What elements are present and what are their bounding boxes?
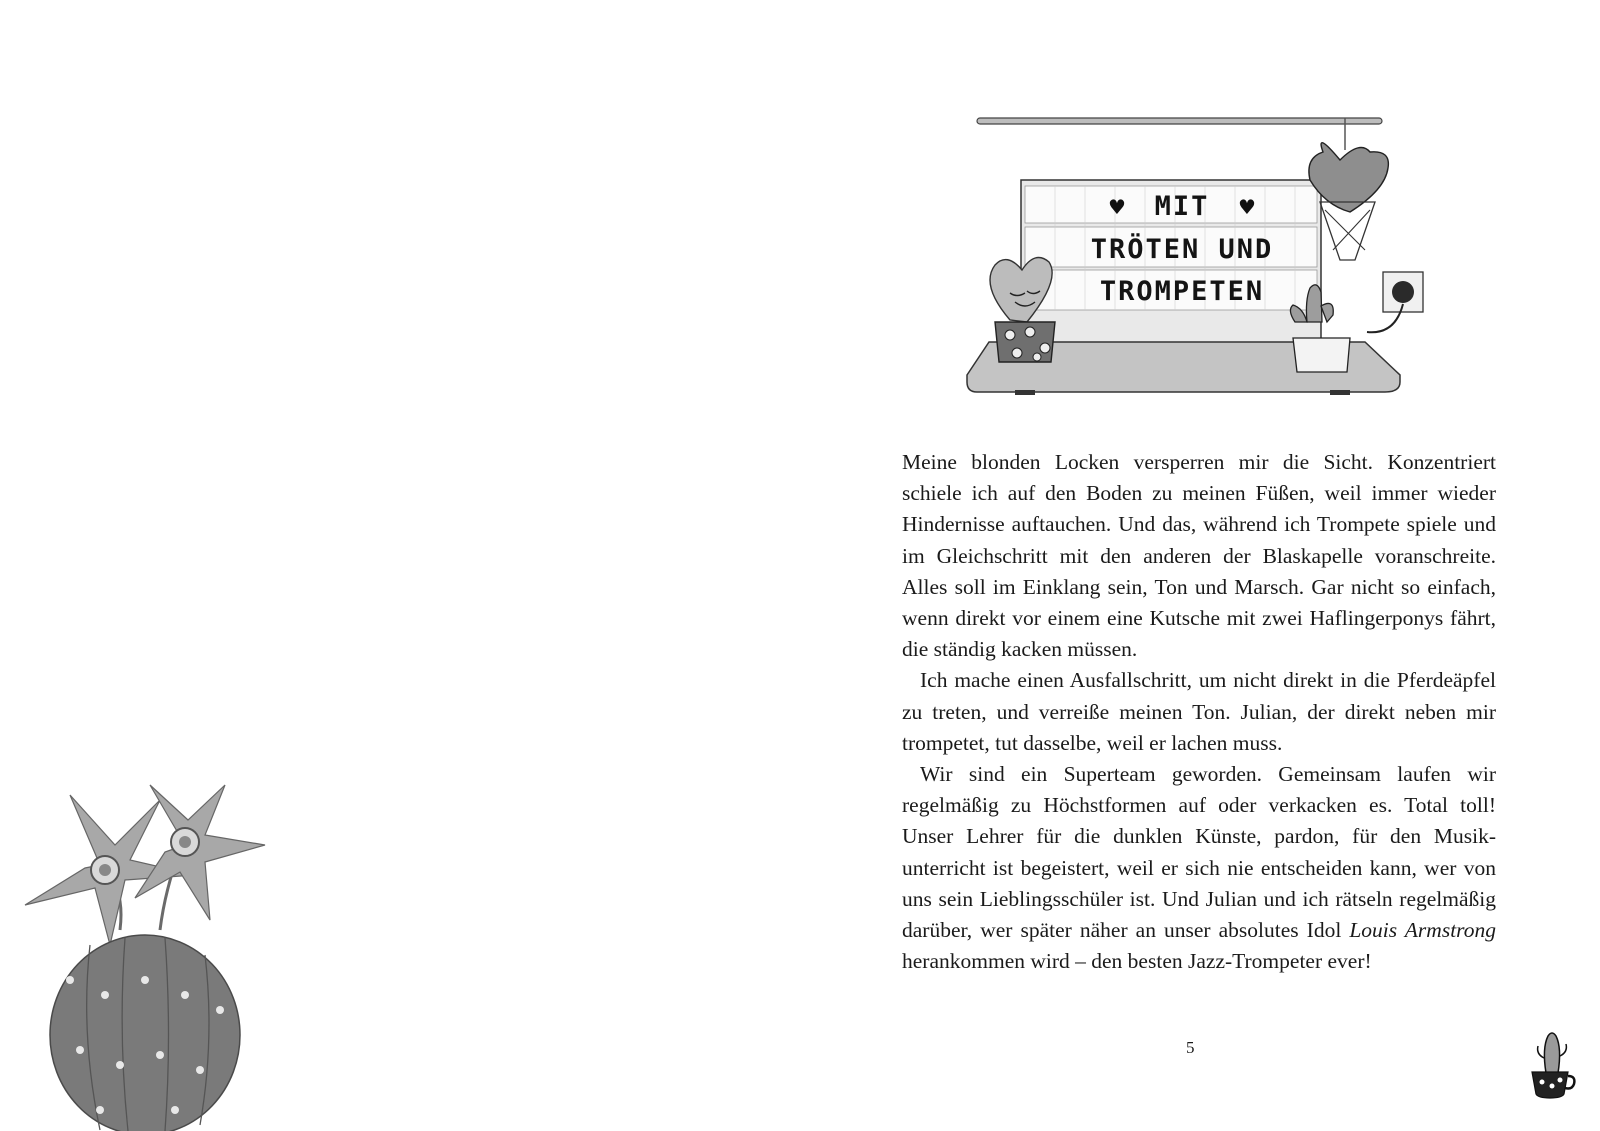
cactus-cup-icon: [1528, 1028, 1576, 1100]
paragraph-1: Meine blonden Locken versperren mir die Sicht. Konzentriert schiele ich auf den Boden zu meinen Füßen, weil immer wieder Hindernisse auftauchen. Und das, während ich Trompete spiele und im Gleichschritt mit den anderen der Blaskapelle voranschreite. Alles soll im Einklang sein, Ton und Marsch. Gar nicht so einfach, wenn direkt vor einem eine Kutsche mit zwei Haflingerponys fährt, die ständig kacken müssen.: [902, 450, 1496, 662]
idol-name: Louis Armstrong: [1349, 918, 1496, 943]
paragraph-2: Ich mache einen Ausfallschritt, um nicht direkt in die Pferdeäpfel zu treten, und verreiße meinen Ton. Julian, der direkt neben mir trompetet, tut dasselbe, weil er lachen muss.: [902, 668, 1496, 755]
paragraph-3: [902, 759, 1496, 977]
paragraph-3-end: herankommen wird – den besten Jazz-Trompeter ever!: [902, 949, 1372, 974]
flowering-cactus-icon: [0, 780, 270, 1131]
heart-right-icon: ♥: [1238, 195, 1256, 219]
body-text: [902, 447, 1496, 977]
lightbox-illustration: [955, 110, 1455, 410]
page-number: 5: [1186, 1038, 1195, 1057]
heading-line-1: MIT: [1154, 191, 1210, 222]
paragraph-3-text: Wir sind ein Superteam geworden. Gemeinsam laufen wir regelmäßig zu Höchstformen auf oder verkacken es. Total toll! Unser Lehrer für die dunklen Künste, pardon, für den Musikunterricht ist begeistert, weil er sich nie entscheiden kann, wer von uns sein Lieblingsschüler ist. Und Julian und ich rätseln regelmäßig darüber, wer später näher an unser absolutes Idol: [902, 762, 1496, 943]
heading-line-2: TRÖTEN UND: [1090, 234, 1274, 265]
heading-line-3: TROMPETEN: [1099, 276, 1265, 307]
heart-left-icon: ♥: [1108, 195, 1126, 219]
hanging-rod: [977, 118, 1382, 124]
power-socket-icon: [1367, 272, 1423, 332]
